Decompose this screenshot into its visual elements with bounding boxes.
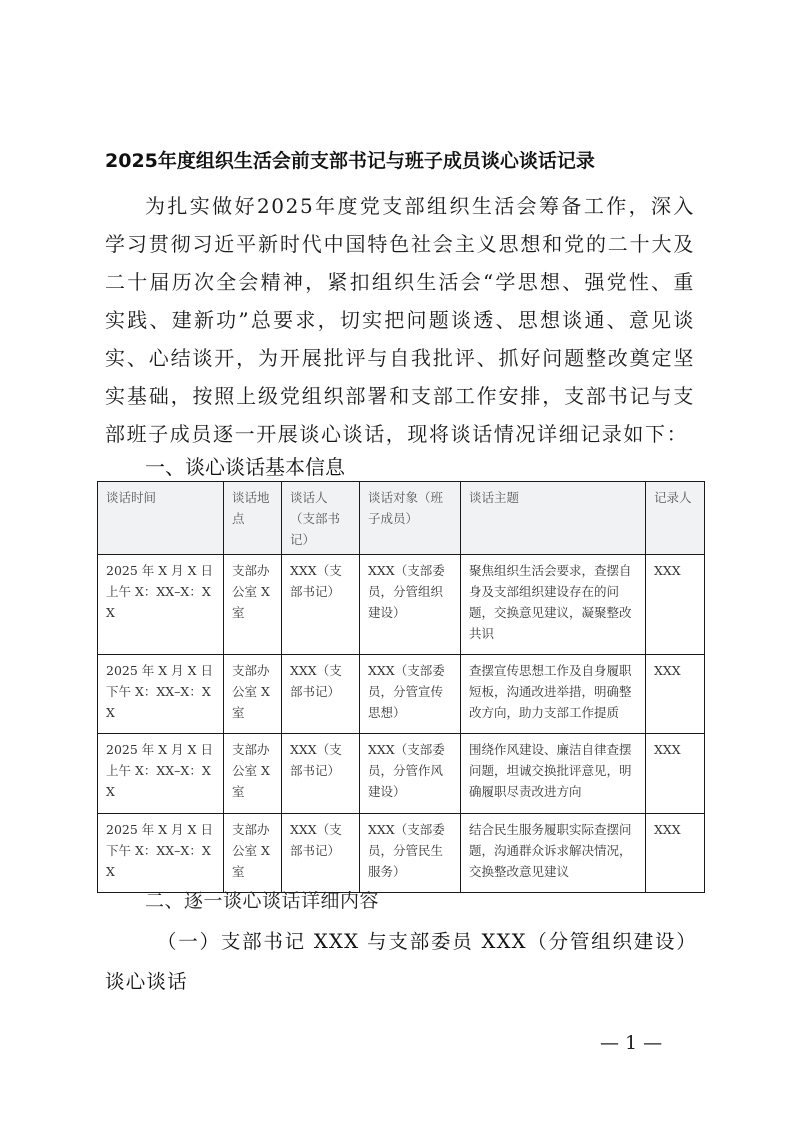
talk-info-table: [97, 481, 705, 893]
cell-topic: 查摆宣传思想工作及自身履职短板，沟通改进举措，明确整改方向，助力支部工作提质: [461, 655, 646, 734]
cell-topic: 结合民生服务履职实际查摆问题，沟通群众诉求解决情况，交换整改意见建议: [461, 814, 646, 893]
cell-recorder: XXX: [646, 555, 705, 655]
cell-recorder: XXX: [646, 814, 705, 893]
cell-location: 支部办公室 X 室: [224, 814, 282, 893]
cell-recorder: XXX: [646, 655, 705, 734]
cell-topic: 聚焦组织生活会要求，查摆自身及支部组织建设存在的问题，交换意见建议，凝聚整改共识: [461, 555, 646, 655]
table-header-row: [98, 482, 705, 555]
header-interviewee: 谈话对象（班子成员）: [360, 482, 461, 555]
cell-location: 支部办公室 X 室: [224, 555, 282, 655]
section-2-heading: 二、逐一谈心谈话详细内容: [145, 890, 380, 912]
cell-interviewer: XXX（支部书记）: [282, 734, 360, 814]
header-topic: 谈话主题: [461, 482, 646, 555]
cell-interviewee: XXX（支部委员，分管宣传思想）: [360, 655, 461, 734]
cell-time: 2025 年 X 月 X 日下午 X：XX–X：XX: [98, 814, 224, 893]
cell-interviewer: XXX（支部书记）: [282, 814, 360, 893]
table-row: [98, 814, 705, 893]
cell-interviewee: XXX（支部委员，分管民生服务）: [360, 814, 461, 893]
header-time: 谈话时间: [98, 482, 224, 555]
header-recorder: 记录人: [646, 482, 705, 555]
cell-interviewer: XXX（支部书记）: [282, 555, 360, 655]
section-1-heading: 一、谈心谈话基本信息: [145, 455, 345, 479]
cell-topic: 围绕作风建设、廉洁自律查摆问题，坦诚交换批评意见，明确履职尽责改进方向: [461, 734, 646, 814]
cell-interviewee: XXX（支部委员，分管组织建设）: [360, 555, 461, 655]
cell-interviewee: XXX（支部委员，分管作风建设）: [360, 734, 461, 814]
cell-interviewer: XXX（支部书记）: [282, 655, 360, 734]
page-number: — 1 —: [600, 1032, 663, 1054]
cell-recorder: XXX: [646, 734, 705, 814]
header-interviewer: 谈话人（支部书记）: [282, 482, 360, 555]
intro-paragraph: 为扎实做好2025年度党支部组织生活会筹备工作，深入学习贯彻习近平新时代中国特色社会主义思想和党的二十大及二十届历次全会精神，紧扣组织生活会“学思想、强党性、重实践、建新功”总要求，切实把问题谈透、思想谈通、意见谈实、心结谈开，为开展批评与自我批评、抓好问题整改奠定坚实基础，按照上级党组织部署和支部工作安排，支部书记与支部班子成员逐一开展谈心谈话，现将谈话情况详细记录如下：: [105, 194, 695, 446]
document-title: 2025年度组织生活会前支部书记与班子成员谈心谈话记录: [105, 150, 595, 172]
subsection-1-heading: （一）支部书记 XXX 与支部委员 XXX（分管组织建设）谈心谈话: [105, 930, 697, 993]
cell-location: 支部办公室 X 室: [224, 655, 282, 734]
cell-time: 2025 年 X 月 X 日上午 X：XX–X：XX: [98, 734, 224, 814]
cell-time: 2025 年 X 月 X 日上午 X：XX–X：XX: [98, 555, 224, 655]
table-row: [98, 655, 705, 734]
table-row: [98, 555, 705, 655]
cell-location: 支部办公室 X 室: [224, 734, 282, 814]
table-row: [98, 734, 705, 814]
cell-time: 2025 年 X 月 X 日下午 X：XX–X：XX: [98, 655, 224, 734]
header-location: 谈话地点: [224, 482, 282, 555]
